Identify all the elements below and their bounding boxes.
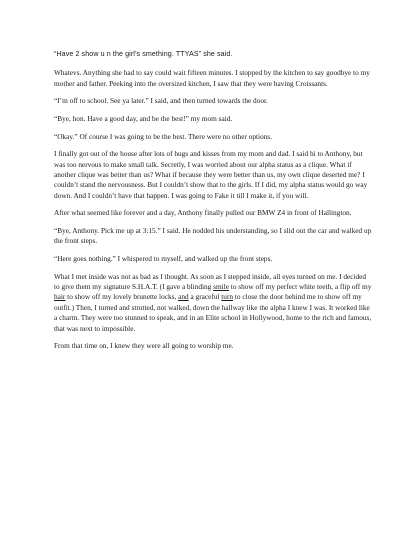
shat-text-2: to show off my perfect white teeth, a flip off my <box>228 282 372 291</box>
paragraph-signature-shat <box>54 272 372 334</box>
shat-text-4: a graceful <box>188 292 222 302</box>
paragraph-here-goes-nothing: “Here goes nothing.” I whispered to myself, and walked up the front steps. <box>54 254 273 263</box>
shat-text-5: to close the door behind me to show off my outfit.) Then, I turned and strutted, not walked, down the hallway like the alpha I knew I was. It worked like a charm. They were too stunned to speak, and in an Elite school in Hollywood, home to the rich and famous, that was next to impossible. <box>54 292 372 333</box>
text-message-line: “Have 2 show u n the girl’s smething. TTYAS” she said. <box>54 50 233 58</box>
shat-text-1: What I met inside was not as bad as I thought. As soon as I stepped inside, all eyes turned on me. I decided to give them my signature S.H.A.T. (I gave a blinding <box>54 271 367 291</box>
paragraph-leaving-house: I finally got out of the house after lots of hugs and kisses from my mom and dad. I said hi to Anthony, but was too nervous to make small talk. Secretly, I was worried about our alpha status as a clique. What if another clique was better than us? What if because they were better than us, my own clique deserted me? I couldn’t stand the nervousness. But I couldn’t show that to the girls. If I did, my alpha status would go way down. And I couldn’t have that happen. I was going to Fake it till I make it, if you will. <box>54 149 368 200</box>
paragraph-bye-hon: “Bye, hon. Have a good day, and be the best!” my mom said. <box>54 114 233 123</box>
paragraph-arrival: After what seemed like forever and a day, Anthony finally pulled our BMW Z4 in front of Hallington. <box>54 208 352 218</box>
underlined-word-and: and <box>178 292 189 302</box>
underlined-word-smile: smile <box>213 282 229 291</box>
paragraph-whatevs: Whatevs. Anything she had to say could wait fifteen minutes. I stopped by the kitchen to say goodbye to my mother and father. Peeking into the oversized kitchen, I saw that they were having Croissants. <box>54 68 370 88</box>
paragraph-okay: “Okay.” Of course I was going to be the best. There were no other options. <box>54 131 273 141</box>
underlined-word-hair: hair <box>54 292 66 302</box>
underlined-word-turn: turn <box>221 292 234 302</box>
paragraph-bye-anthony: “Bye, Anthony. Pick me up at 3:15.” I said. He nodded his understanding, so I slid out the car and walked up the front steps. <box>54 226 372 246</box>
document-body <box>54 49 372 359</box>
paragraph-off-to-school: “I’m off to school. See ya later.” I said, and then turned towards the door. <box>54 96 268 106</box>
paragraph-closing: From that time on, I knew they were all going to worship me. <box>54 341 234 351</box>
shat-text-3: to show off my lovely brunette locks, <box>65 292 179 302</box>
